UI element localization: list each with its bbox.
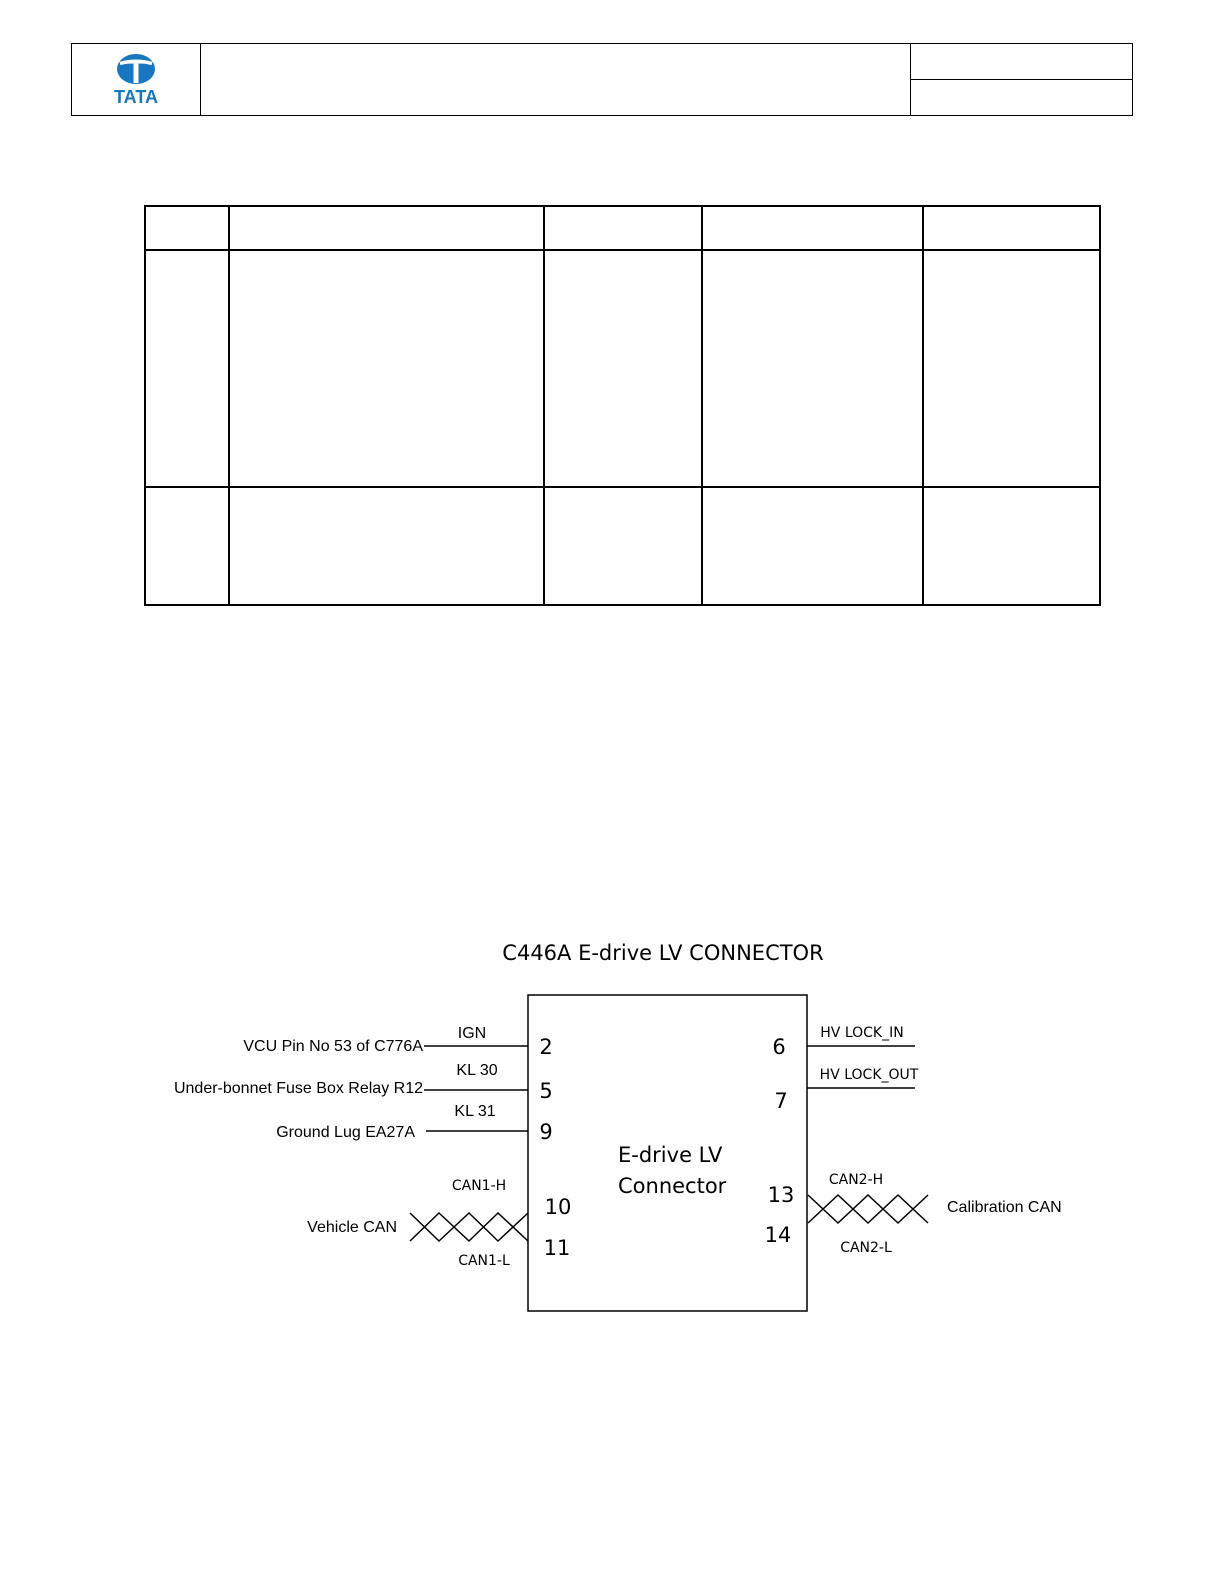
table-cell xyxy=(145,206,229,250)
pin-number: 5 xyxy=(539,1079,553,1103)
pin-number: 9 xyxy=(539,1120,553,1144)
connector-diagram xyxy=(0,900,1230,1340)
pin-number: 7 xyxy=(774,1089,788,1113)
document-header xyxy=(71,43,1133,116)
header-title-cell xyxy=(201,44,910,115)
table-cell xyxy=(923,206,1100,250)
source-label: VCU Pin No 53 of C776A xyxy=(243,1038,423,1055)
can-low-label: CAN1-L xyxy=(458,1253,510,1269)
pin-number: 6 xyxy=(772,1035,786,1059)
table-cell xyxy=(145,487,229,605)
table-cell xyxy=(544,206,702,250)
signal-label: HV LOCK_OUT xyxy=(819,1067,919,1083)
connector-label-line1: E-drive LV xyxy=(618,1143,723,1167)
pin-number: 13 xyxy=(767,1183,795,1207)
table-header-row xyxy=(145,206,1100,250)
table-cell xyxy=(544,250,702,487)
logo-text: TATA xyxy=(114,87,158,106)
pin-number: 14 xyxy=(764,1223,792,1247)
signal-label: IGN xyxy=(457,1025,487,1042)
table-cell xyxy=(145,250,229,487)
source-label: Ground Lug EA27A xyxy=(276,1124,415,1141)
table-row xyxy=(145,250,1100,487)
source-label: Under-bonnet Fuse Box Relay R12 xyxy=(173,1080,423,1097)
table-cell xyxy=(544,487,702,605)
signal-label: KL 31 xyxy=(454,1103,496,1120)
header-info-cell xyxy=(910,44,1133,115)
table-cell xyxy=(229,487,544,605)
connector-label-line2: Connector xyxy=(618,1174,727,1198)
can-high-label: CAN2-H xyxy=(828,1172,884,1188)
can-name: Vehicle CAN xyxy=(307,1219,397,1236)
signal-label: HV LOCK_IN xyxy=(820,1025,904,1041)
tata-logo-icon xyxy=(106,50,166,106)
data-table xyxy=(144,205,1101,606)
vehicle-can-twisted-pair xyxy=(410,1213,528,1241)
pin-number: 2 xyxy=(539,1035,553,1059)
table-cell xyxy=(923,250,1100,487)
calibration-can-twisted-pair xyxy=(808,1195,928,1223)
table-cell xyxy=(702,250,923,487)
table-cell xyxy=(702,206,923,250)
pin-number: 11 xyxy=(543,1236,571,1260)
logo-cell xyxy=(72,44,201,115)
table-cell xyxy=(923,487,1100,605)
table-cell xyxy=(702,487,923,605)
signal-label: KL 30 xyxy=(456,1062,498,1079)
can-low-label: CAN2-L xyxy=(840,1240,892,1256)
diagram-title: C446A E-drive LV CONNECTOR xyxy=(502,941,824,965)
table-row xyxy=(145,487,1100,605)
can-high-label: CAN1-H xyxy=(451,1178,507,1194)
table-cell xyxy=(229,250,544,487)
header-info-top xyxy=(911,44,1133,80)
pin-number: 10 xyxy=(544,1195,572,1219)
can-name: Calibration CAN xyxy=(947,1199,1062,1216)
table-cell xyxy=(229,206,544,250)
